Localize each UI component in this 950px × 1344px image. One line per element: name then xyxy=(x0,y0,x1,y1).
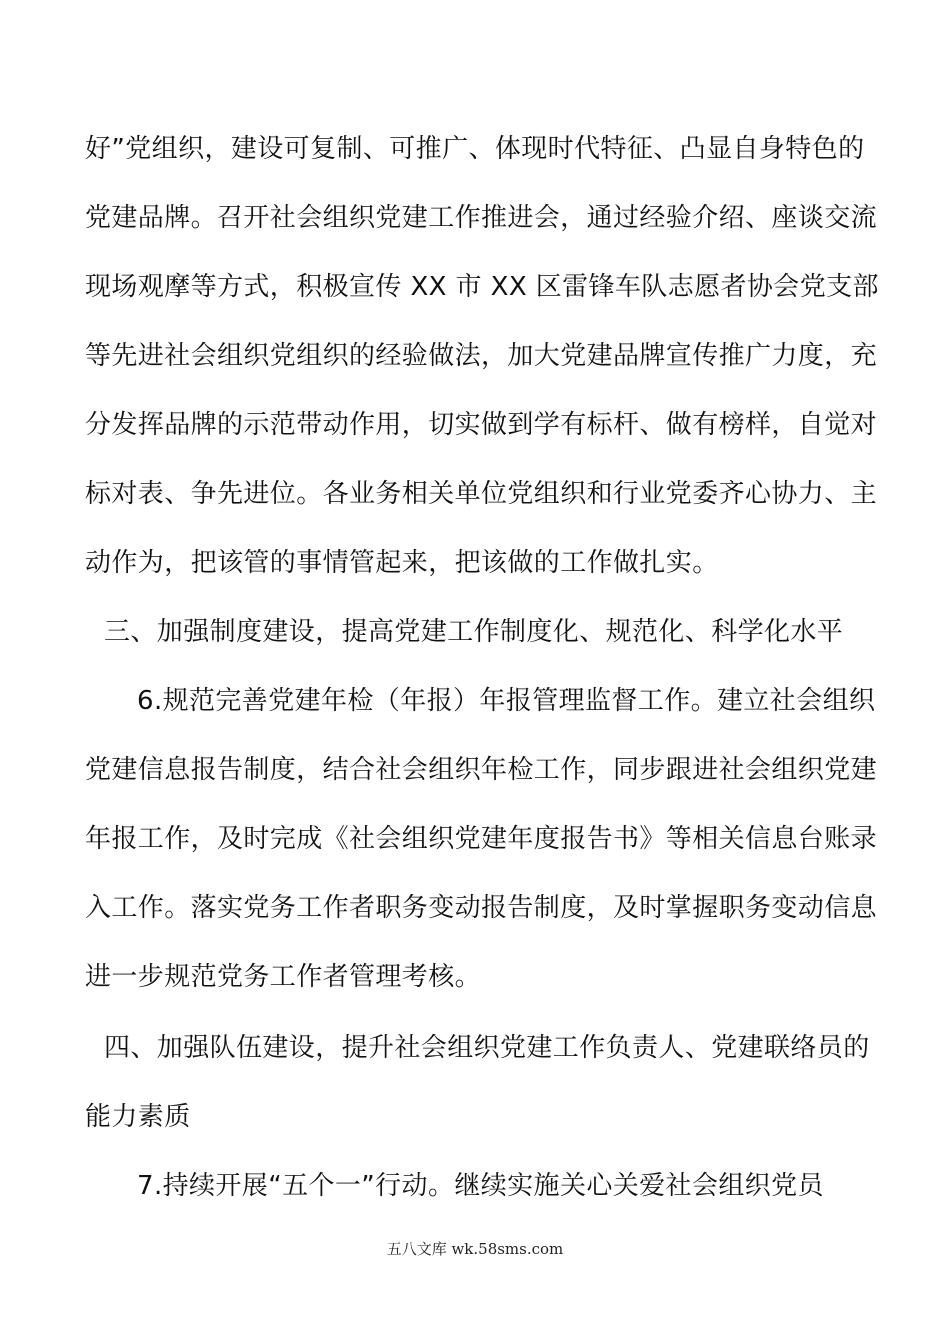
body-text-line: 进一步规范党务工作者管理考核。 xyxy=(85,962,482,992)
footer-watermark: 五八文库 wk.58sms.com xyxy=(386,1240,564,1258)
body-text-line: 党建品牌。召开社会组织党建工作推进会，通过经验介绍、座谈交流 xyxy=(85,203,878,233)
section-heading-4: 四、加强队伍建设，提升社会组织党建工作负责人、党建联络员的 xyxy=(104,1033,870,1063)
body-text-line: 党建信息报告制度，结合社会组织年检工作，同步跟进社会组织党建 xyxy=(85,755,878,785)
item-heading-6: 6.规范完善党建年检（年报）年报管理监督工作。建立社会组织 xyxy=(137,686,876,716)
item-heading-7: 7.持续开展“五个一”行动。继续实施关心关爱社会组织党员 xyxy=(137,1171,824,1201)
body-text-line: 标对表、争先进位。各业务相关单位党组织和行业党委齐心协力、主 xyxy=(85,479,878,509)
body-text-line: 好”党组织，建设可复制、可推广、体现时代特征、凸显自身特色的 xyxy=(85,134,865,164)
body-text-line: 分发挥品牌的示范带动作用，切实做到学有标杆、做有榜样，自觉对 xyxy=(85,410,878,440)
section-heading-3: 三、加强制度建设，提高党建工作制度化、规范化、科学化水平 xyxy=(104,617,844,647)
body-text-line: 能力素质 xyxy=(85,1102,191,1132)
body-text-line: 入工作。落实党务工作者职务变动报告制度，及时掌握职务变动信息 xyxy=(85,893,878,923)
body-text-line: 等先进社会组织党组织的经验做法，加大党建品牌宣传推广力度，充 xyxy=(85,341,878,371)
body-text-line: 动作为，把该管的事情管起来，把该做的工作做扎实。 xyxy=(85,548,719,578)
body-text-line: 年报工作，及时完成《社会组织党建年度报告书》等相关信息台账录 xyxy=(85,824,878,854)
body-text-line: 现场观摩等方式，积极宣传 XX 市 XX 区雷锋车队志愿者协会党支部 xyxy=(85,272,879,302)
